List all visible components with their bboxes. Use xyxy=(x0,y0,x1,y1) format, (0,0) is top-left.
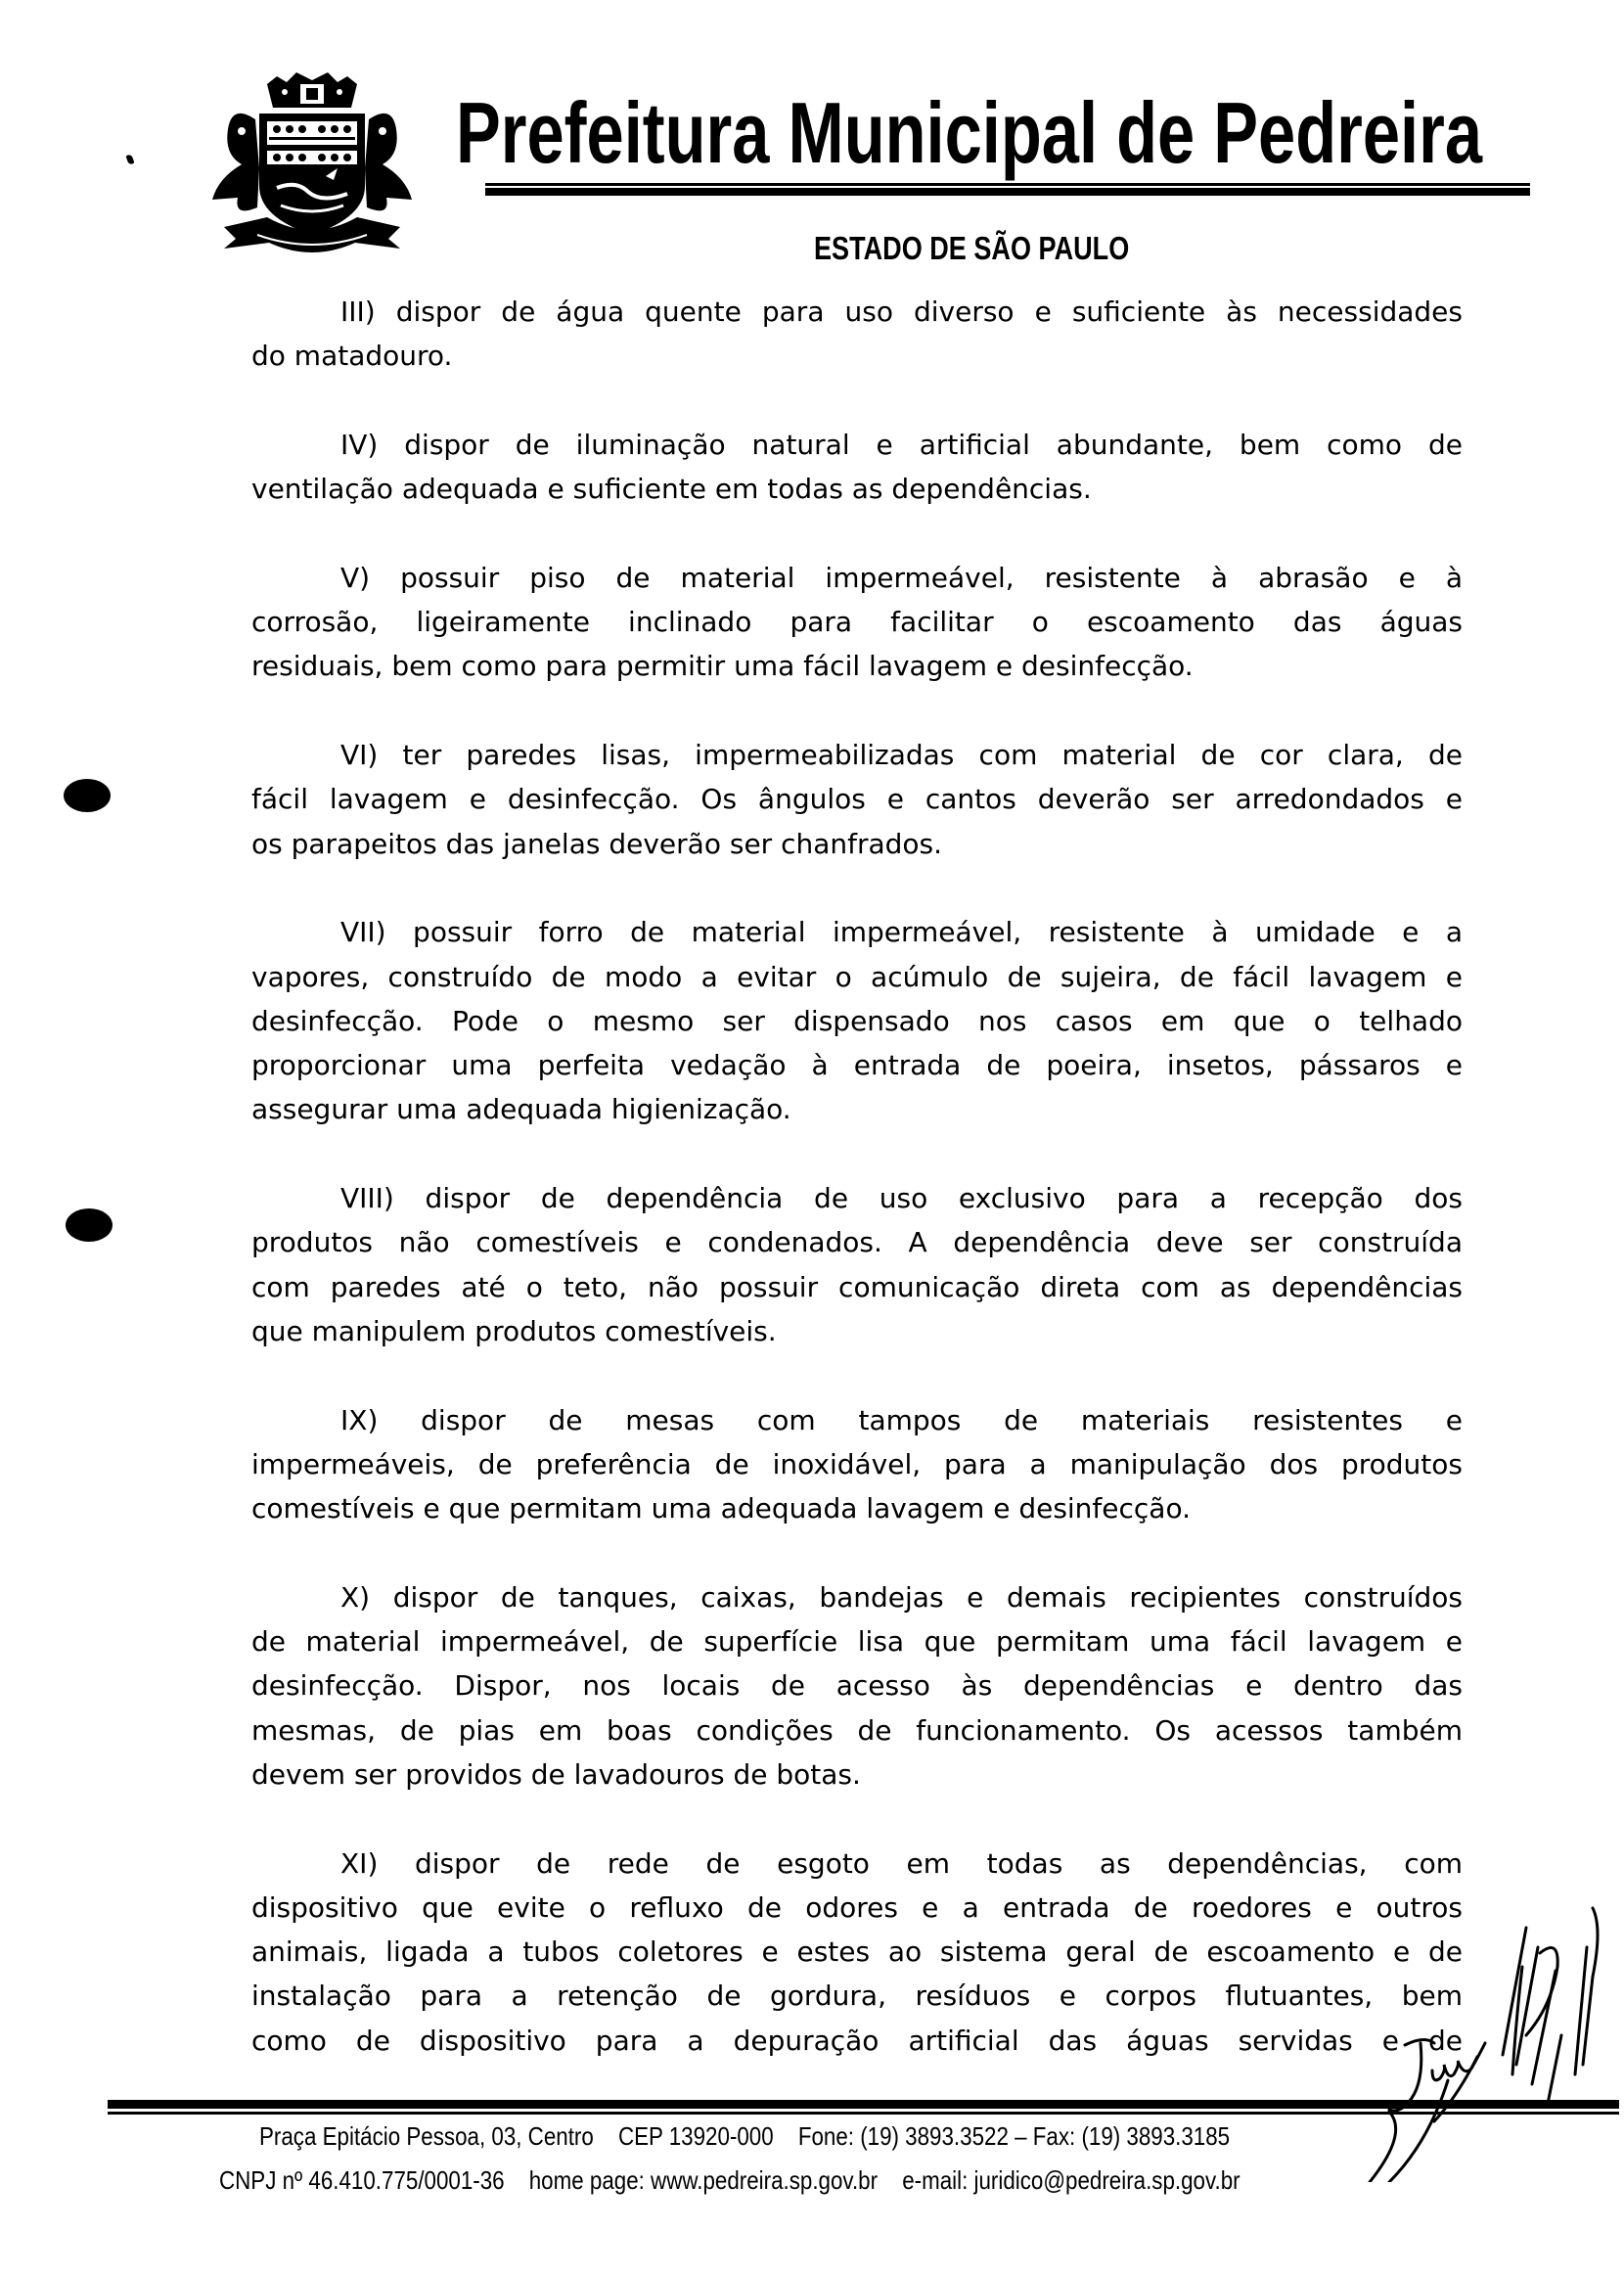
paragraph-first-line: VIII) dispor de dependência de uso exclusivo para a recepção dos xyxy=(340,1182,1463,1214)
paragraph-line: os parapeitos das janelas deverão ser chanfrados. xyxy=(251,828,943,860)
paragraph-first-line: IX) dispor de mesas com tampos de materiais resistentes e xyxy=(340,1404,1463,1436)
paragraph-first-line: VI) ter paredes lisas, impermeabilizadas com material de cor clara, de xyxy=(340,739,1463,771)
footer-cep: CEP 13920-000 xyxy=(617,2121,774,2151)
paragraph-first-line: X) dispor de tanques, caixas, bandejas e demais recipientes construídos xyxy=(340,1581,1463,1614)
footer-email[interactable]: e-mail: juridico@pedreira.sp.gov.br xyxy=(902,2165,1241,2195)
paragraph-line: desinfecção. Dispor, nos locais de acesso às dependências e dentro das xyxy=(251,1669,1463,1702)
paragraph-line: como de dispositivo para a depuração artificial das águas servidas e de xyxy=(251,2025,1463,2057)
paragraph-line: comestíveis e que permitam uma adequada lavagem e desinfecção. xyxy=(251,1492,1191,1525)
paragraph-line: proporcionar uma perfeita vedação à entrada de poeira, insetos, pássaros e xyxy=(251,1049,1463,1081)
paragraph-first-line: VII) possuir forro de material impermeável, resistente à umidade e a xyxy=(340,916,1463,948)
footer-rule-thick xyxy=(108,2100,1619,2109)
paragraph-line: animais, ligada a tubos coletores e estes ao sistema geral de escoamento e de xyxy=(251,1935,1463,1968)
page-title: Prefeitura Municipal de Pedreira xyxy=(456,84,1483,181)
paragraph-first-line: IV) dispor de iluminação natural e artificial abundante, bem como de xyxy=(340,429,1463,461)
paragraph-line: corrosão, ligeiramente inclinado para facilitar o escoamento das águas xyxy=(251,606,1463,638)
footer-address: Praça Epitácio Pessoa, 03, Centro xyxy=(259,2121,594,2151)
paragraph-line: do matadouro. xyxy=(251,340,453,372)
paragraph-line: ventilação adequada e suficiente em todas as dependências. xyxy=(251,473,1092,505)
footer-rule xyxy=(108,2112,1619,2115)
paragraph-line: desinfecção. Pode o mesmo ser dispensado nos casos em que o telhado xyxy=(251,1005,1463,1037)
title-rule xyxy=(485,183,1530,186)
paragraph-line: vapores, construído de modo a evitar o acúmulo de sujeira, de fácil lavagem e xyxy=(251,961,1463,993)
paragraph-line: de material impermeável, de superfície lisa que permitam uma fácil lavagem e xyxy=(251,1625,1463,1658)
paragraph-line: fácil lavagem e desinfecção. Os ângulos e cantos deverão ser arredondados e xyxy=(251,783,1463,815)
title-rule-thick xyxy=(485,188,1530,196)
signature-initials-right xyxy=(1503,1908,1598,2104)
footer-contact-line xyxy=(259,2119,1230,2153)
footer-web-line xyxy=(219,2163,1241,2197)
paragraph-line: residuais, bem como para permitir uma fácil lavagem e desinfecção. xyxy=(251,650,1194,682)
paragraph-line: assegurar uma adequada higienização. xyxy=(251,1093,791,1125)
coat-of-arms-icon xyxy=(199,70,426,258)
paragraph-first-line: III) dispor de água quente para uso diverso e suficiente às necessidades xyxy=(340,296,1463,328)
paragraph-first-line: V) possuir piso de material impermeável, resistente à abrasão e à xyxy=(340,562,1463,594)
paragraph-line: mesmas, de pias em boas condições de funcionamento. Os acessos também xyxy=(251,1714,1463,1747)
footer-cnpj: CNPJ nº 46.410.775/0001-36 xyxy=(219,2165,505,2195)
scan-speck xyxy=(125,154,134,164)
punch-hole xyxy=(64,779,111,812)
footer-phone-fax: Fone: (19) 3893.3522 – Fax: (19) 3893.3185 xyxy=(797,2121,1231,2151)
paragraph-line: com paredes até o teto, não possuir comunicação direta com as dependências xyxy=(251,1271,1463,1303)
paragraph-line: produtos não comestíveis e condenados. A dependência deve ser construída xyxy=(251,1226,1463,1258)
paragraph-line: que manipulem produtos comestíveis. xyxy=(251,1315,777,1347)
punch-hole xyxy=(66,1208,113,1242)
footer-homepage[interactable]: home page: www.pedreira.sp.gov.br xyxy=(528,2165,879,2195)
paragraph-line: impermeáveis, de preferência de inoxidável, para a manipulação dos produtos xyxy=(251,1448,1463,1480)
paragraph-line: devem ser providos de lavadouros de botas. xyxy=(251,1758,861,1791)
paragraph-first-line: XI) dispor de rede de esgoto em todas as dependências, com xyxy=(340,1847,1463,1880)
paragraph-line: instalação para a retenção de gordura, resíduos e corpos flutuantes, bem xyxy=(251,1980,1463,2012)
paragraph-line: dispositivo que evite o refluxo de odores e a entrada de roedores e outros xyxy=(251,1891,1463,1924)
state-subtitle: ESTADO DE SÃO PAULO xyxy=(814,230,1130,266)
